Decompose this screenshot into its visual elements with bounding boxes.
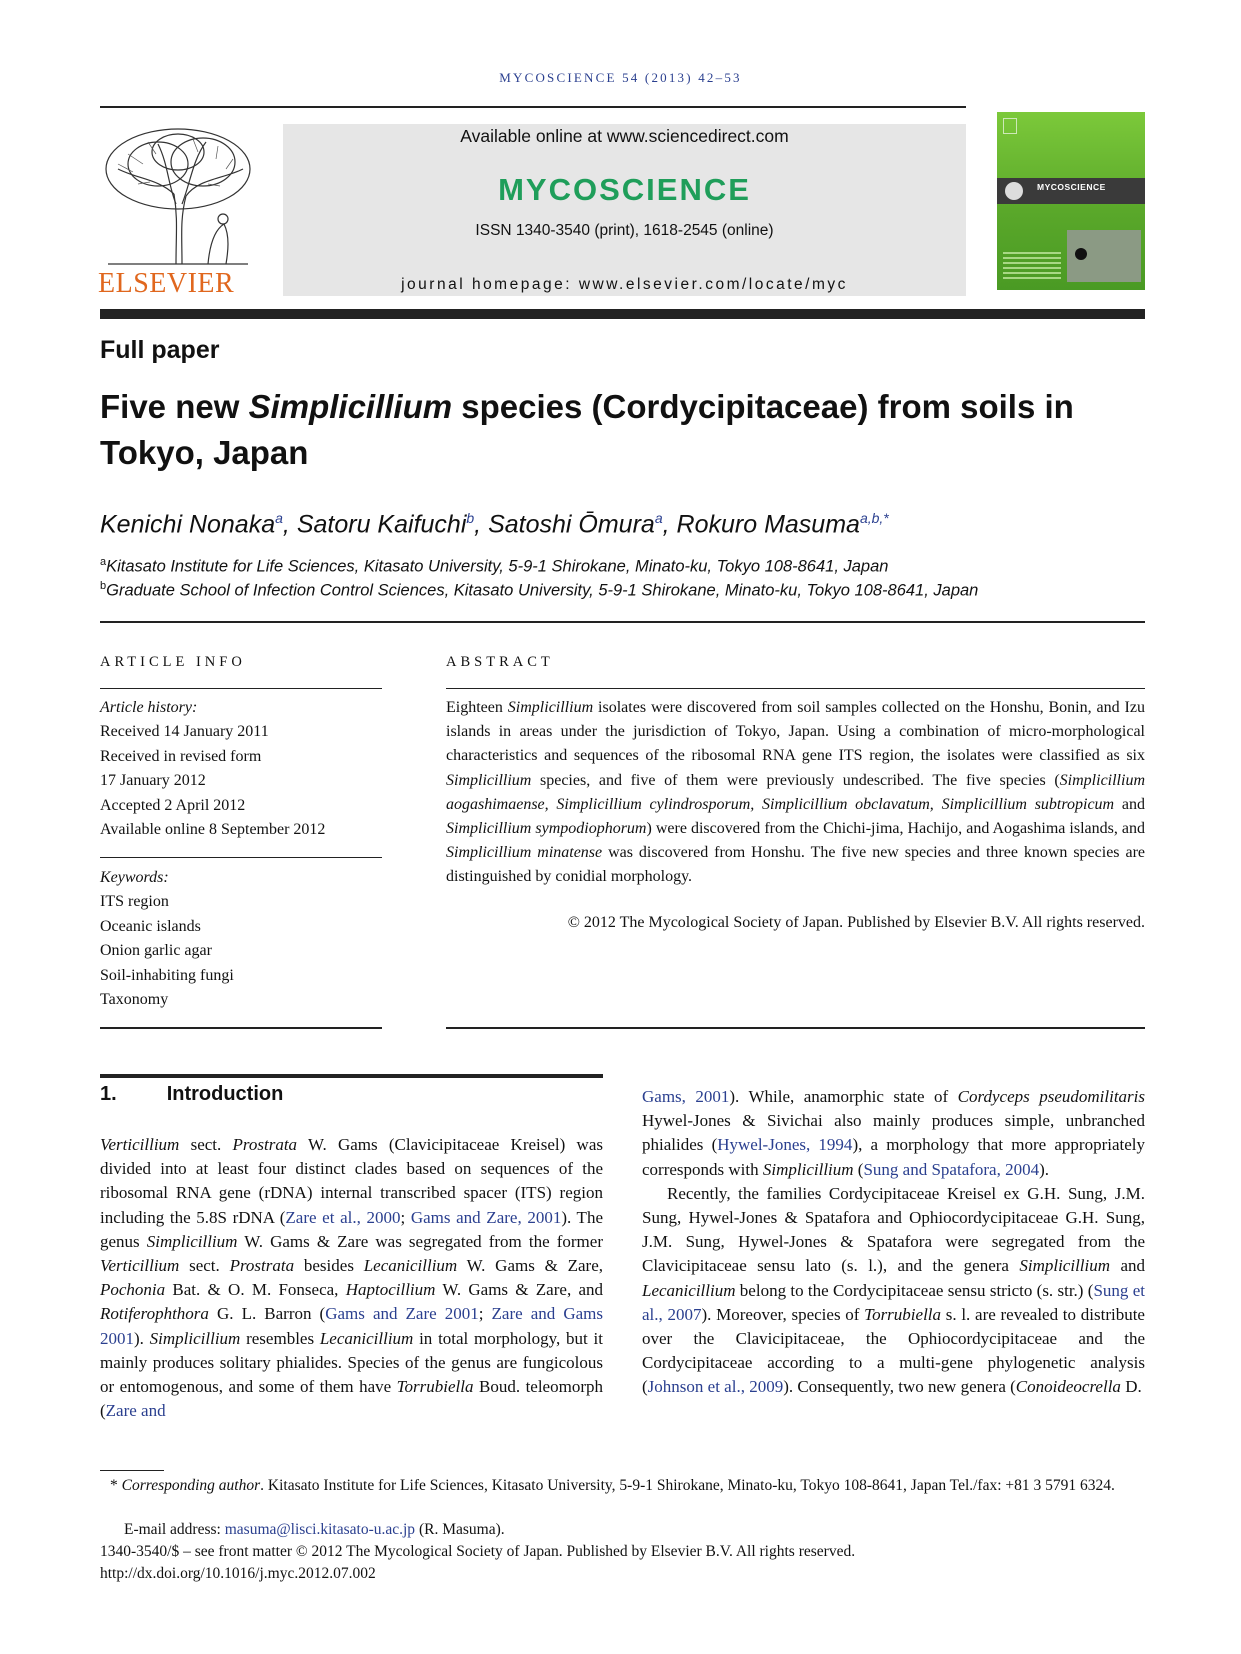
keywords-rule <box>100 857 382 858</box>
text-run: and <box>1110 1256 1145 1276</box>
keyword: ITS region <box>100 893 169 911</box>
author[interactable]: Kenichi Nonaka <box>100 510 276 539</box>
affil-mark: a <box>100 556 107 568</box>
text-run: s. l. are revealed to distribute over the Clavicipitaceae, the Ophiocordycipitaceae and the Cordycipitaceae according to a multi-gene phylogenetic analysis ( <box>642 1304 1145 1397</box>
text-run: Bat. & O. M. Fonseca, <box>165 1280 346 1300</box>
text-run: ; <box>400 1207 411 1227</box>
running-head: MYCOSCIENCE 54 (2013) 42–53 <box>499 70 742 85</box>
history-item: Received in revised form <box>100 747 262 765</box>
genus: Conoideocrella <box>1015 1377 1121 1397</box>
abstract-run: Eighteen <box>446 699 508 716</box>
paragraph <box>642 1182 1145 1400</box>
corr-text: . Kitasato Institute for Life Sciences, Kitasato University, 5-9-1 Shirokane, Minato-ku, Tokyo 108-8641, Japan Tel./fax: +81 3 5791 6324. <box>260 1477 1115 1494</box>
citation-link[interactable]: Gams and Zare, 2001 <box>410 1207 562 1227</box>
article-info-heading: ARTICLE INFO <box>100 654 246 670</box>
author-affil-mark[interactable]: a,b,* <box>859 510 889 526</box>
text-run: in total morphology, but it mainly produces solitary phialides. Species of the genus are fungicolous or entomogenous, and some of them have <box>100 1328 603 1397</box>
citation-link[interactable]: Sung et al., 2007 <box>642 1280 1145 1324</box>
history-item: 17 January 2012 <box>100 772 206 790</box>
species: Cordyceps pseudomilitaris <box>957 1087 1145 1106</box>
text-run: besides <box>294 1256 364 1276</box>
author-affil-mark[interactable]: a <box>275 510 283 526</box>
text-run: belong to the Cordycipitaceae sensu stricto (s. str.) ( <box>735 1280 1094 1300</box>
citation-link[interactable]: Zare et al., 2000 <box>285 1207 401 1227</box>
text-run: ( <box>853 1159 864 1179</box>
text-run: ). While, anamorphic state of <box>729 1087 958 1106</box>
abstract-run: ) were discovered from the Chichi-jima, Hachijo, and Aogashima islands, and <box>646 820 1145 838</box>
text-run: W. Gams (Clavicipitaceae Kreisel) was divided into at least four distinct clades based on sequences of the ribosomal RNA gene (rDNA) internal transcribed spacer (ITS) region including the 5.8S rDNA ( <box>100 1135 603 1227</box>
cover-image-dot-icon <box>1075 248 1087 260</box>
doi-link[interactable]: http://dx.doi.org/10.1016/j.myc.2012.07.002 <box>100 1565 376 1582</box>
author-list <box>100 510 889 539</box>
genus: Prostrata <box>229 1256 295 1276</box>
abstract-species: Simplicillium minatense <box>446 844 603 862</box>
text-run: ), a morphology that more appropriately corresponds with <box>642 1135 1145 1179</box>
text-run: ). <box>1039 1159 1050 1179</box>
journal-cover <box>997 112 1145 290</box>
text-run: ). <box>134 1328 150 1348</box>
abstract-genus: Simplicillium <box>446 771 532 789</box>
genus: Simplicillium <box>1019 1256 1111 1276</box>
intro-rule <box>100 1074 603 1078</box>
genus: Rotiferophthora <box>100 1304 209 1324</box>
journal-banner <box>283 124 966 296</box>
article-type: Full paper <box>100 336 220 364</box>
front-matter-line: 1340-3540/$ – see front matter © 2012 The Mycological Society of Japan. Published by Elsevier B.V. All rights reserved. <box>100 1543 856 1560</box>
citation-link[interactable]: Gams, 2001 <box>642 1087 730 1106</box>
genus: Verticillium <box>100 1135 180 1154</box>
journal-homepage: journal homepage: www.elsevier.com/locate/myc <box>401 276 848 293</box>
author-sep: , <box>662 510 677 539</box>
text-run: W. Gams & Zare, and <box>435 1280 604 1300</box>
abstract-run: was discovered from Honshu. The five new species and three known species are distinguished by conidial morphology. <box>446 844 1145 886</box>
keyword: Taxonomy <box>100 991 169 1009</box>
elsevier-tree-icon <box>98 124 258 266</box>
abstract-species: Simplicillium sympodiophorum <box>446 820 647 838</box>
author[interactable]: Rokuro Masuma <box>676 510 860 539</box>
abstract-genus: Simplicillium <box>507 699 594 716</box>
header-rule <box>100 106 966 108</box>
abstract-run: species, and five of them were previously undescribed. The five species ( <box>531 771 1060 789</box>
abstract-rule <box>446 688 1145 689</box>
elsevier-wordmark: ELSEVIER <box>98 268 235 299</box>
genus: Simplicillium <box>149 1328 241 1348</box>
history-item: Accepted 2 April 2012 <box>100 796 246 814</box>
text-run: ; <box>478 1304 492 1324</box>
text-run: sect. <box>179 1256 230 1276</box>
affil-mark: b <box>100 580 107 592</box>
citation-link[interactable]: Johnson et al., 2009 <box>647 1377 784 1397</box>
citation-link[interactable]: Zare and <box>105 1401 166 1421</box>
history-item: Available online 8 September 2012 <box>100 821 326 839</box>
text-run: resembles <box>240 1328 320 1348</box>
email-note <box>100 1519 1169 1541</box>
section-heading <box>100 1083 283 1106</box>
title-part: species (Cordycipitaceae) from soils in Tokyo, Japan <box>100 388 1074 471</box>
author[interactable]: Satoru Kaifuchi <box>296 510 467 539</box>
keyword: Soil-inhabiting fungi <box>100 966 234 984</box>
cover-text-block <box>1003 252 1061 282</box>
text-run: G. L. Barron ( <box>208 1304 326 1324</box>
text-run: D. <box>1120 1377 1142 1397</box>
text-run: Recently, the families Cordycipitaceae Kreisel ex G.H. Sung, J.M. Sung, Hywel-Jones & Spatafora and Ophiocordycipitaceae G.H. Sung, J.M. Sung, Hywel-Jones & Spatafora were segregated from the Clavicipitaceae sensu lato (s. l.), and the genera <box>642 1183 1145 1276</box>
section-number: 1. <box>100 1083 117 1105</box>
text-run: ). The genus <box>100 1207 603 1251</box>
citation-link[interactable]: Sung and Spatafora, 2004 <box>863 1159 1040 1179</box>
citation-link[interactable]: Zare and Gams 2001 <box>100 1304 604 1348</box>
cover-title-band <box>997 178 1145 204</box>
abstract-run: and <box>1114 795 1145 813</box>
genus: Simplicillium <box>762 1159 854 1179</box>
cover-title: MYCOSCIENCE <box>1037 182 1106 192</box>
footnote-rule <box>100 1470 164 1471</box>
article-info-bottom-rule <box>100 1027 382 1029</box>
section-title: Introduction <box>166 1083 284 1105</box>
history-label: Article history: <box>100 699 198 716</box>
abstract-text <box>446 696 1145 890</box>
availability-line: Available online at www.sciencedirect.com <box>460 126 789 146</box>
email-owner: (R. Masuma). <box>415 1521 505 1538</box>
citation-link[interactable]: Gams and Zare 2001 <box>325 1304 479 1324</box>
abstract-heading: ABSTRACT <box>446 654 554 670</box>
genus: Lecanicillium <box>363 1256 458 1276</box>
genus: Verticillium <box>100 1256 180 1276</box>
affil-text: Kitasato Institute for Life Sciences, Kitasato University, 5-9-1 Shirokane, Minato-ku, Tokyo 108-8641, Japan <box>106 557 889 576</box>
genus: Simplicillium <box>146 1231 238 1251</box>
abstract-bottom-rule <box>446 1027 1145 1029</box>
intro-column-right <box>642 1085 1145 1400</box>
text-run: ). Consequently, two new genera ( <box>783 1377 1016 1397</box>
author-sep: , <box>282 510 297 539</box>
citation-link[interactable]: Hywel-Jones, 1994 <box>717 1135 853 1155</box>
corr-label: Corresponding author <box>121 1477 261 1494</box>
article-history <box>100 696 382 842</box>
title-genus: Simplicillium <box>248 388 453 425</box>
genus: Prostrata <box>232 1135 298 1154</box>
masthead-rule <box>100 309 1145 319</box>
text-run: Boud. teleomorph ( <box>100 1377 603 1421</box>
author-affil-mark[interactable]: a <box>654 510 663 526</box>
elsevier-logo <box>98 124 258 299</box>
text-run: sect. <box>179 1135 233 1154</box>
keywords-label: Keywords: <box>100 869 169 886</box>
issn-line: ISSN 1340-3540 (print), 1618-2545 (online) <box>475 222 774 239</box>
keyword: Onion garlic agar <box>100 942 212 960</box>
text-run: Hywel-Jones & Sivichai also mainly produces simple, unbranched phialides ( <box>642 1111 1145 1155</box>
genus: Pochonia <box>100 1280 166 1300</box>
author[interactable]: Satoshi Ōmura <box>488 510 655 539</box>
affiliation-rule <box>100 621 1145 623</box>
genus: Torrubiella <box>396 1377 474 1397</box>
footnote-mark: * <box>110 1477 118 1494</box>
cover-emblem-icon <box>1005 182 1023 200</box>
title-part: Five new <box>100 388 249 425</box>
corresponding-author-note <box>100 1475 1145 1497</box>
article-title <box>100 384 1150 476</box>
affiliation <box>100 556 888 577</box>
abstract-run: isolates were discovered from soil samples collected on the Honshu, Bonin, and Izu islands in areas under the jurisdiction of Tokyo, Japan. Using a combination of micro-morphological characteristics and sequences of the ribosomal RNA gene ITS region, the isolates were classified as six <box>446 699 1145 765</box>
email-link[interactable]: masuma@lisci.kitasato-u.ac.jp <box>224 1521 416 1538</box>
paragraph <box>642 1085 1145 1182</box>
keywords <box>100 866 382 1012</box>
author-sep: , <box>474 510 489 539</box>
text-run: ). Moreover, species of <box>701 1304 865 1324</box>
abstract-species: Simplicillium aogashimaense, Simplicillium cylindrosporum, Simplicillium obclavatum, Simplicillium subtropicum <box>446 771 1145 813</box>
abstract-copyright: © 2012 The Mycological Society of Japan. Published by Elsevier B.V. All rights reserved. <box>567 914 1145 931</box>
genus: Haptocillium <box>345 1280 436 1300</box>
article-info-rule <box>100 688 382 689</box>
genus: Torrubiella <box>864 1304 942 1324</box>
history-item: Received 14 January 2011 <box>100 723 269 741</box>
cover-image <box>1067 230 1141 282</box>
text-run: W. Gams & Zare was segregated from the former <box>237 1231 603 1251</box>
author-affil-mark[interactable]: b <box>466 510 475 526</box>
text-run: W. Gams & Zare, <box>457 1256 604 1276</box>
email-label: E-mail address: <box>124 1521 225 1538</box>
cover-logo-icon <box>1003 118 1017 134</box>
genus: Lecanicillium <box>642 1280 736 1300</box>
journal-name: MYCOSCIENCE <box>498 172 751 207</box>
genus: Lecanicillium <box>319 1328 414 1348</box>
affil-text: Graduate School of Infection Control Sciences, Kitasato University, 5-9-1 Shirokane, Minato-ku, Tokyo 108-8641, Japan <box>106 581 979 600</box>
keyword: Oceanic islands <box>100 917 201 935</box>
affiliation <box>100 580 978 601</box>
intro-column-left <box>100 1133 603 1423</box>
